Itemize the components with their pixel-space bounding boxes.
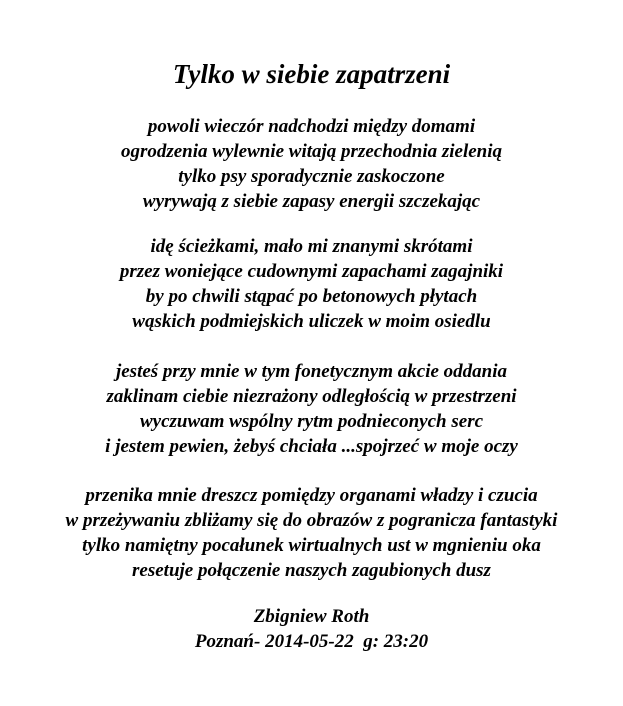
poem-line: jesteś przy mnie w tym fonetycznym akcie oddania [115,361,508,382]
place-date-time: Poznań- 2014-05-22 g: 23:20 [194,631,429,652]
poem-line: powoli wieczór nadchodzi między domami [147,116,476,137]
stanza-4 [0,483,623,583]
poem-line: przenika mnie dreszcz pomiędzy organami władzy i czucia [85,485,538,506]
poem-line: wąskich podmiejskich uliczek w moim osiedlu [132,311,491,332]
poem-line: wyczuwam wspólny rytm podnieconych serc [139,411,484,432]
signature-block [0,604,623,654]
stanza-3 [0,359,623,459]
poem-line: tylko psy sporadycznie zaskoczone [178,166,445,187]
poem-line: ogrodzenia wylewnie witają przechodnia zielenią [120,141,503,162]
poem-line: przez woniejące cudownymi zapachami zagajniki [119,261,504,282]
stanza-2 [0,234,623,334]
poem-line: idę ścieżkami, mało mi znanymi skrótami [150,236,473,257]
poem-line: i jestem pewien, żebyś chciała ...spojrzeć w moje oczy [105,436,518,457]
poem-line: tylko namiętny pocałunek wirtualnych ust w mgnieniu oka [82,535,541,556]
poem-line: wyrywają z siebie zapasy energii szczekając [142,191,481,212]
poem-line: zaklinam ciebie niezrażony odległością w przestrzeni [106,386,517,407]
poem-line: resetuje połączenie naszych zagubionych dusz [132,560,491,581]
author-name: Zbigniew Roth [253,606,370,627]
stanza-1 [0,114,623,214]
poem-line: by po chwili stąpać po betonowych płytach [145,286,478,307]
poem-line: w przeżywaniu zbliżamy się do obrazów z pogranicza fantastyki [65,510,558,531]
poem-title: Tylko w siebie zapatrzeni [172,59,451,89]
